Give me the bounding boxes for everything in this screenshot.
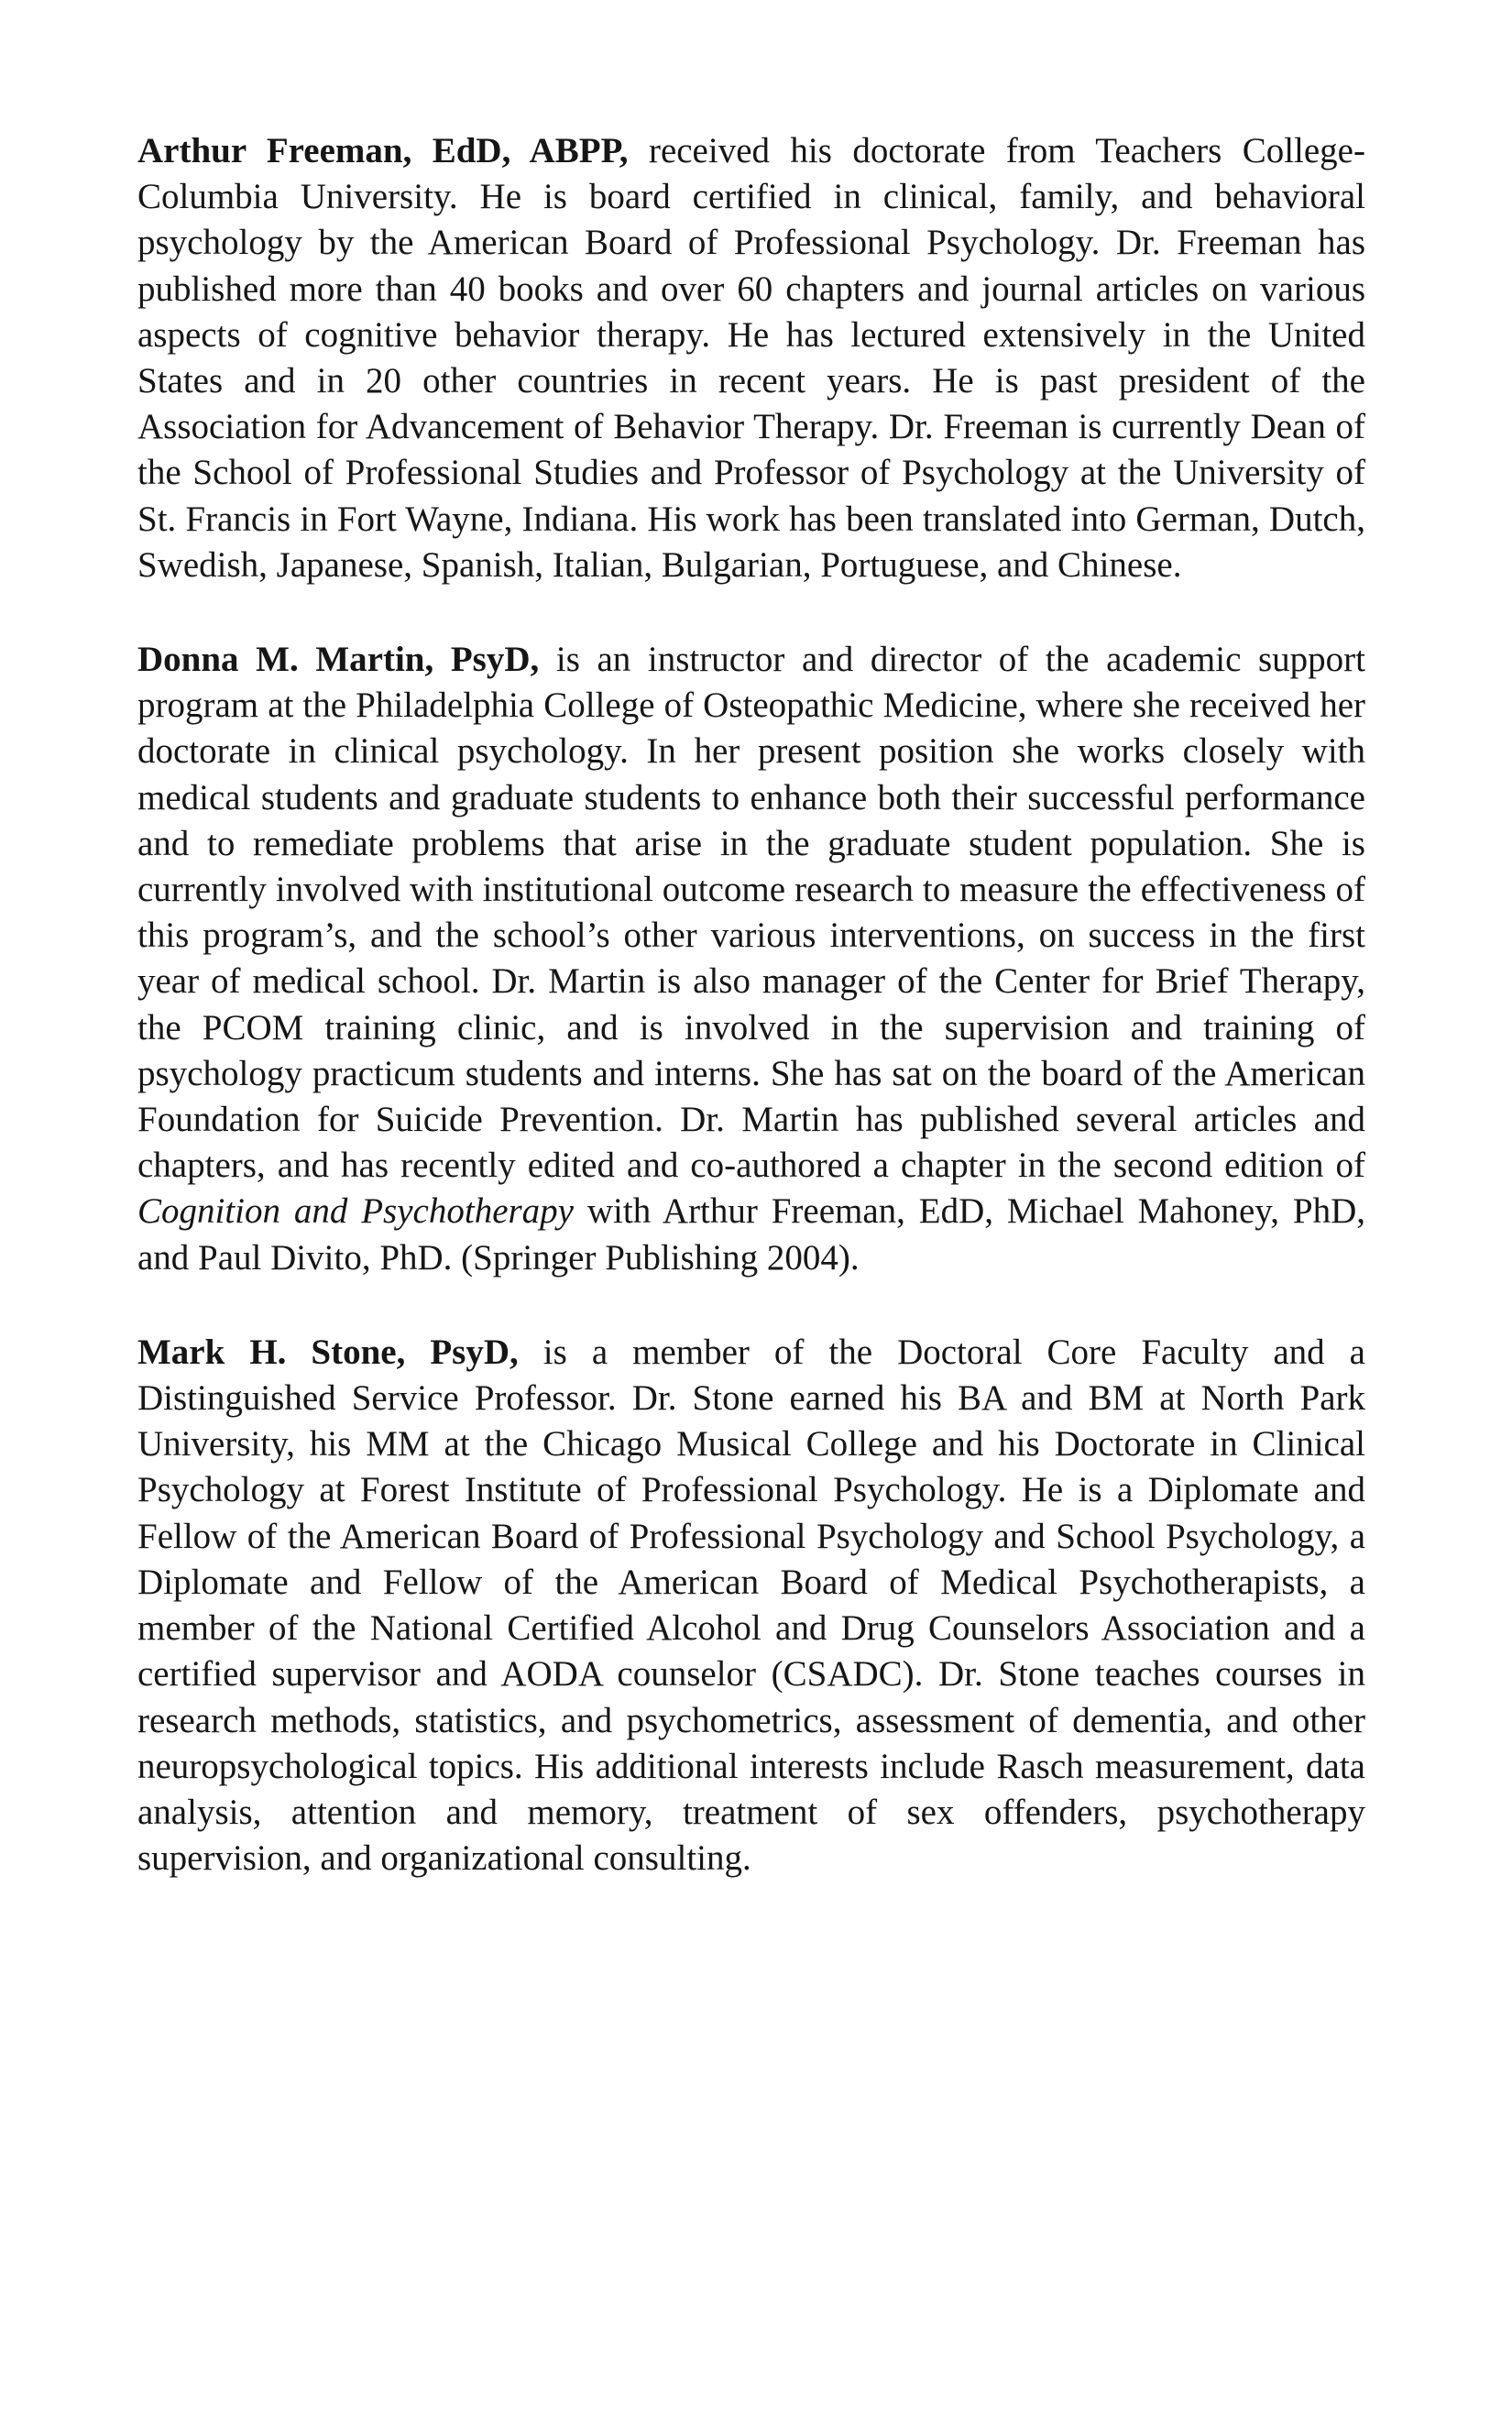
author-bios-page: [137, 128, 1365, 1930]
book-title: Cognition and Psychotherapy: [137, 1191, 574, 1232]
bio-text: is an instructor and director of the academic support program at the Philadelphia College of Osteopathic Medicine, where she received her doctorate in clinical psychology. In her present position she works closely with medical students and graduate students to enhance both their successful performance and to remediate problems that arise in the graduate student population. She is currently involved with institutional outcome research to measure the effectiveness of this program’s, and the school’s other various interventions, on success in the first year of medical school. Dr. Martin is also manager of the Center for Brief Therapy, the PCOM training clinic, and is involved in the supervision and training of psychology practicum students and interns. She has sat on the board of the American Foundation for Suicide Prevention. Dr. Martin has published several articles and chapters, and has recently edited and co-authored a chapter in the second edition of: [137, 640, 1365, 1186]
bio-text: received his doctorate from Teachers College-Columbia University. He is board certified in clinical, family, and behavioral psychology by the American Board of Professional Psychology. Dr. Freeman has published more than 40 books and over 60 chapters and journal articles on various aspects of cognitive behavior therapy. He has lectured extensively in the United States and in 20 other countries in recent years. He is past president of the Association for Advancement of Behavior Therapy. Dr. Freeman is currently Dean of the School of Professional Studies and Professor of Psychology at the University of St. Francis in Fort Wayne, Indiana. His work has been translated into German, Dutch, Swedish, Japanese, Spanish, Italian, Bulgarian, Portuguese, and Chinese.: [137, 131, 1365, 585]
bio-text: is a member of the Doctoral Core Faculty and a Distinguished Service Professor. Dr. Stone earned his BA and BM at North Park University, his MM at the Chicago Musical College and his Doctorate in Clinical Psychology at Forest Institute of Professional Psychology. He is a Diplomate and Fellow of the American Board of Professional Psychology and School Psychology, a Diplomate and Fellow of the American Board of Medical Psychotherapists, a member of the National Certified Alcohol and Drug Counselors Association and a certified supervisor and AODA counselor (CSADC). Dr. Stone teaches courses in research methods, statistics, and psychometrics, assessment of dementia, and other neuropsychological topics. His additional interests include Rasch measurement, data analysis, attention and memory, treatment of sex offenders, psychotherapy supervision, and organizational consulting.: [137, 1332, 1365, 1879]
bio-mark-stone: [137, 1330, 1365, 1881]
bio-donna-martin: [137, 637, 1365, 1281]
bio-name: Mark H. Stone, PsyD,: [137, 1332, 519, 1372]
bio-name: Donna M. Martin, PsyD,: [137, 640, 540, 680]
bio-text-continued: with Arthur Freeman, EdD, Michael Mahoney, PhD, and Paul Divito, PhD. (Springer Publishing 2004).: [137, 1191, 1365, 1278]
bio-name: Arthur Freeman, EdD, ABPP,: [137, 131, 629, 170]
bio-arthur-freeman: [137, 128, 1365, 588]
